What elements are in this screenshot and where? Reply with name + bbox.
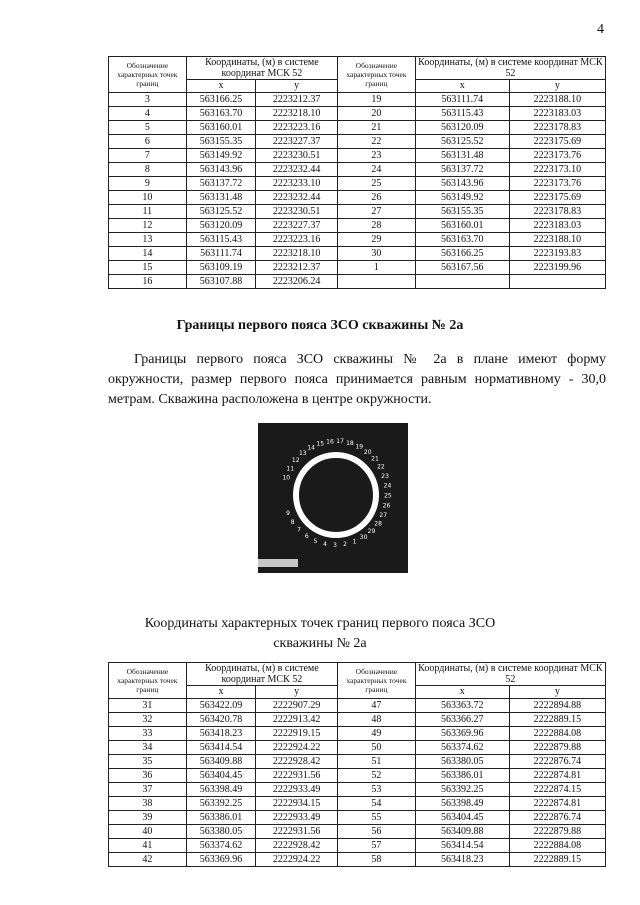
y-coordinate-cell: 2223199.96 [509, 261, 605, 275]
y-coordinate-cell: 2223173.76 [509, 149, 605, 163]
coordinate-system-header: Координаты, (м) в системе координат МСК 52 [415, 57, 605, 80]
point-id-cell: 6 [109, 135, 187, 149]
table-row [109, 741, 606, 755]
point-id-cell: 28 [338, 219, 416, 233]
x-coordinate-cell: 563107.88 [186, 275, 256, 289]
point-id-cell: 52 [338, 769, 416, 783]
x-coordinate-cell: 563369.96 [186, 853, 256, 867]
boundary-point-label: 1 [352, 538, 357, 546]
x-coordinate-cell: 563125.52 [186, 205, 256, 219]
y-coordinate-cell: 2223178.83 [509, 205, 605, 219]
y-coordinate-cell: 2222876.74 [509, 811, 605, 825]
y-coordinate-cell: 2222933.49 [256, 811, 338, 825]
x-coordinate-cell: 563137.72 [186, 177, 256, 191]
x-coordinate-cell: 563109.19 [186, 261, 256, 275]
x-coordinate-cell: 563111.74 [415, 93, 509, 107]
boundary-point-label: 22 [377, 463, 385, 471]
x-coordinate-cell: 563369.96 [415, 727, 509, 741]
boundary-point-label: 18 [346, 439, 354, 447]
y-coordinate-cell: 2222931.56 [256, 825, 338, 839]
point-id-cell: 20 [338, 107, 416, 121]
table-caption [0, 614, 640, 654]
table-caption-line2: скважины № 2а [273, 636, 367, 651]
y-header: y [256, 686, 338, 699]
x-coordinate-cell: 563143.96 [186, 163, 256, 177]
boundary-circle [296, 455, 376, 535]
point-id-cell: 27 [338, 205, 416, 219]
y-coordinate-cell: 2223175.69 [509, 135, 605, 149]
x-coordinate-cell: 563418.23 [186, 727, 256, 741]
x-coordinate-cell: 563163.70 [415, 233, 509, 247]
x-coordinate-cell: 563149.92 [186, 149, 256, 163]
point-id-cell: 5 [109, 121, 187, 135]
boundary-point-label: 14 [307, 444, 315, 452]
coordinates-table-1 [108, 56, 606, 289]
y-coordinate-cell: 2222876.74 [509, 755, 605, 769]
y-coordinate-cell: 2222928.42 [256, 755, 338, 769]
y-coordinate-cell: 2222907.29 [256, 699, 338, 713]
point-id-cell: 16 [109, 275, 187, 289]
y-coordinate-cell: 2222928.42 [256, 839, 338, 853]
boundary-point-label: 28 [374, 520, 382, 528]
boundary-point-label: 29 [367, 528, 376, 535]
x-coordinate-cell: 563363.72 [415, 699, 509, 713]
table-row [109, 121, 606, 135]
x-coordinate-cell: 563155.35 [186, 135, 256, 149]
y-coordinate-cell: 2222889.15 [509, 853, 605, 867]
x-coordinate-cell: 563392.25 [186, 797, 256, 811]
y-coordinate-cell: 2222874.81 [509, 797, 605, 811]
x-coordinate-cell: 563120.09 [186, 219, 256, 233]
y-coordinate-cell: 2223227.37 [256, 219, 338, 233]
y-coordinate-cell: 2222913.42 [256, 713, 338, 727]
body-paragraph: Границы первого пояса ЗСО скважины № 2а в плане имеют форму окружности, размер первого пояса принимается равным нормативному - 30,0 метрам. Скважина расположена в центре окружности. [108, 352, 606, 407]
x-coordinate-cell: 563418.23 [415, 853, 509, 867]
point-id-cell: 21 [338, 121, 416, 135]
boundary-point-label: 8 [290, 518, 295, 526]
x-coordinate-cell: 563386.01 [186, 811, 256, 825]
x-coordinate-cell: 563374.62 [186, 839, 256, 853]
point-id-cell: 48 [338, 713, 416, 727]
boundary-point-label: 23 [381, 472, 389, 480]
point-id-cell: 26 [338, 191, 416, 205]
y-header: y [256, 80, 338, 93]
y-coordinate-cell: 2222874.15 [509, 783, 605, 797]
y-coordinate-cell: 2223193.83 [509, 247, 605, 261]
y-coordinate-cell: 2223232.44 [256, 191, 338, 205]
x-coordinate-cell: 563115.43 [415, 107, 509, 121]
point-id-cell: 12 [109, 219, 187, 233]
table-row [109, 233, 606, 247]
point-id-cell: 15 [109, 261, 187, 275]
point-label-header: Обозначение характерных точек границ [338, 57, 416, 93]
point-id-cell: 51 [338, 755, 416, 769]
x-coordinate-cell: 563366.27 [415, 713, 509, 727]
point-id-cell: 9 [109, 177, 187, 191]
x-coordinate-cell: 563131.48 [415, 149, 509, 163]
point-id-cell: 10 [109, 191, 187, 205]
x-coordinate-cell: 563398.49 [415, 797, 509, 811]
boundary-point-label: 5 [313, 537, 318, 545]
point-id-cell: 23 [338, 149, 416, 163]
y-coordinate-cell: 2222874.81 [509, 769, 605, 783]
y-coordinate-cell: 2223173.10 [509, 163, 605, 177]
boundary-point-label: 13 [298, 450, 307, 457]
x-coordinate-cell: 563166.25 [186, 93, 256, 107]
point-id-cell: 39 [109, 811, 187, 825]
point-id-cell: 55 [338, 811, 416, 825]
point-id-cell: 50 [338, 741, 416, 755]
y-coordinate-cell: 2222933.49 [256, 783, 338, 797]
x-coordinate-cell: 563120.09 [415, 121, 509, 135]
table-row [109, 727, 606, 741]
y-coordinate-cell: 2222879.88 [509, 825, 605, 839]
point-id-cell: 57 [338, 839, 416, 853]
x-coordinate-cell: 563386.01 [415, 769, 509, 783]
x-coordinate-cell: 563414.54 [415, 839, 509, 853]
point-id-cell: 47 [338, 699, 416, 713]
point-id-cell: 22 [338, 135, 416, 149]
point-id-cell: 1 [338, 261, 416, 275]
boundary-point-label: 11 [286, 465, 295, 473]
table-row [109, 853, 606, 867]
point-id-cell: 32 [109, 713, 187, 727]
y-coordinate-cell: 2222934.15 [256, 797, 338, 811]
boundary-point-label: 25 [384, 492, 392, 500]
table-row [109, 93, 606, 107]
x-coordinate-cell: 563380.05 [186, 825, 256, 839]
point-id-cell: 40 [109, 825, 187, 839]
point-id-cell: 34 [109, 741, 187, 755]
point-id-cell: 30 [338, 247, 416, 261]
x-coordinate-cell: 563409.88 [415, 825, 509, 839]
point-id-cell: 54 [338, 797, 416, 811]
y-coordinate-cell: 2222924.22 [256, 853, 338, 867]
y-coordinate-cell: 2223230.51 [256, 149, 338, 163]
table-caption-line1: Координаты характерных точек границ первого пояса ЗСО [144, 616, 496, 631]
table-row [109, 135, 606, 149]
y-coordinate-cell: 2222919.15 [256, 727, 338, 741]
table-row [109, 783, 606, 797]
table-row [109, 163, 606, 177]
point-id-cell: 25 [338, 177, 416, 191]
point-id-cell: 8 [109, 163, 187, 177]
point-id-cell: 31 [109, 699, 187, 713]
point-id-cell: 58 [338, 853, 416, 867]
point-label-header: Обозначение характерных точек границ [109, 663, 187, 699]
x-coordinate-cell [415, 275, 509, 289]
boundary-point-label: 3 [333, 542, 337, 549]
coordinate-system-header: Координаты, (м) в системе координат МСК 52 [186, 663, 337, 686]
x-header: x [186, 686, 256, 699]
x-coordinate-cell: 563380.05 [415, 755, 509, 769]
x-header: x [415, 686, 509, 699]
y-coordinate-cell: 2223188.10 [509, 93, 605, 107]
point-id-cell: 13 [109, 233, 187, 247]
y-coordinate-cell: 2223218.10 [256, 247, 338, 261]
point-id-cell: 11 [109, 205, 187, 219]
boundary-point-label: 24 [383, 482, 392, 490]
coordinate-system-header: Координаты, (м) в системе координат МСК 52 [415, 663, 605, 686]
point-id-cell [338, 275, 416, 289]
x-coordinate-cell: 563374.62 [415, 741, 509, 755]
point-id-cell: 36 [109, 769, 187, 783]
boundary-point-label: 30 [359, 534, 368, 542]
y-coordinate-cell: 2223188.10 [509, 233, 605, 247]
x-coordinate-cell: 563392.25 [415, 783, 509, 797]
point-label-header: Обозначение характерных точек границ [338, 663, 416, 699]
y-coordinate-cell: 2223212.37 [256, 93, 338, 107]
table-row [109, 177, 606, 191]
point-id-cell: 53 [338, 783, 416, 797]
x-coordinate-cell: 563398.49 [186, 783, 256, 797]
y-coordinate-cell: 2223227.37 [256, 135, 338, 149]
x-coordinate-cell: 563137.72 [415, 163, 509, 177]
y-coordinate-cell: 2223178.83 [509, 121, 605, 135]
x-coordinate-cell: 563404.45 [186, 769, 256, 783]
table-row [109, 713, 606, 727]
boundary-point-label: 4 [323, 540, 328, 548]
point-id-cell: 24 [338, 163, 416, 177]
point-id-cell: 56 [338, 825, 416, 839]
table-row [109, 275, 606, 289]
y-coordinate-cell: 2223183.03 [509, 107, 605, 121]
x-coordinate-cell: 563155.35 [415, 205, 509, 219]
y-header: y [509, 80, 605, 93]
y-coordinate-cell: 2223230.51 [256, 205, 338, 219]
point-id-cell: 41 [109, 839, 187, 853]
boundary-point-label: 9 [286, 510, 290, 517]
x-coordinate-cell: 563414.54 [186, 741, 256, 755]
y-coordinate-cell: 2222884.08 [509, 839, 605, 853]
circle-svg [258, 423, 408, 573]
point-id-cell: 19 [338, 93, 416, 107]
point-id-cell: 4 [109, 107, 187, 121]
x-coordinate-cell: 563167.56 [415, 261, 509, 275]
boundary-circle-diagram [258, 423, 408, 573]
x-coordinate-cell: 563404.45 [415, 811, 509, 825]
boundary-point-label: 15 [316, 440, 325, 448]
page-number: 4 [597, 22, 604, 37]
x-coordinate-cell: 563163.70 [186, 107, 256, 121]
table-row [109, 769, 606, 783]
y-coordinate-cell [509, 275, 605, 289]
y-coordinate-cell: 2223232.44 [256, 163, 338, 177]
x-coordinate-cell: 563420.78 [186, 713, 256, 727]
y-coordinate-cell: 2223175.69 [509, 191, 605, 205]
x-coordinate-cell: 563409.88 [186, 755, 256, 769]
x-coordinate-cell: 563111.74 [186, 247, 256, 261]
point-id-cell: 35 [109, 755, 187, 769]
table-row [109, 191, 606, 205]
y-coordinate-cell: 2222924.22 [256, 741, 338, 755]
point-id-cell: 37 [109, 783, 187, 797]
y-coordinate-cell: 2222879.88 [509, 741, 605, 755]
x-coordinate-cell: 563131.48 [186, 191, 256, 205]
table-row [109, 261, 606, 275]
point-id-cell: 14 [109, 247, 187, 261]
y-coordinate-cell: 2223233.10 [256, 177, 338, 191]
table-row [109, 247, 606, 261]
x-coordinate-cell: 563125.52 [415, 135, 509, 149]
y-coordinate-cell: 2222931.56 [256, 769, 338, 783]
table-row [109, 107, 606, 121]
boundary-point-label: 6 [304, 533, 309, 540]
boundary-point-label: 19 [355, 443, 364, 451]
boundary-point-label: 2 [343, 541, 347, 549]
section-heading: Границы первого пояса ЗСО скважины № 2а [176, 318, 464, 333]
x-header: x [415, 80, 509, 93]
point-id-cell: 38 [109, 797, 187, 811]
table-row [109, 811, 606, 825]
table-row [109, 825, 606, 839]
boundary-point-label: 10 [282, 474, 291, 482]
boundary-point-label: 12 [291, 457, 300, 465]
y-coordinate-cell: 2222894.88 [509, 699, 605, 713]
x-coordinate-cell: 563149.92 [415, 191, 509, 205]
boundary-point-label: 20 [363, 448, 372, 456]
boundary-point-label: 26 [382, 502, 391, 510]
coordinates-table-2 [108, 662, 606, 867]
table-row [109, 219, 606, 233]
boundary-point-label: 27 [379, 511, 388, 519]
y-coordinate-cell: 2223218.10 [256, 107, 338, 121]
boundary-point-label: 7 [297, 526, 302, 534]
y-coordinate-cell: 2223223.16 [256, 233, 338, 247]
table-row [109, 149, 606, 163]
point-id-cell: 49 [338, 727, 416, 741]
boundary-point-label: 16 [326, 438, 334, 446]
table-row [109, 797, 606, 811]
boundary-point-label: 21 [371, 455, 379, 463]
point-id-cell: 42 [109, 853, 187, 867]
y-coordinate-cell: 2222889.15 [509, 713, 605, 727]
x-coordinate-cell: 563422.09 [186, 699, 256, 713]
y-coordinate-cell: 2223212.37 [256, 261, 338, 275]
x-header: x [186, 80, 256, 93]
scale-bar [258, 559, 298, 567]
y-coordinate-cell: 2223173.76 [509, 177, 605, 191]
coordinate-system-header: Координаты, (м) в системе координат МСК 52 [186, 57, 337, 80]
y-coordinate-cell: 2223223.16 [256, 121, 338, 135]
x-coordinate-cell: 563160.01 [186, 121, 256, 135]
point-id-cell: 3 [109, 93, 187, 107]
x-coordinate-cell: 563166.25 [415, 247, 509, 261]
table-row [109, 839, 606, 853]
y-coordinate-cell: 2223183.03 [509, 219, 605, 233]
x-coordinate-cell: 563160.01 [415, 219, 509, 233]
point-id-cell: 7 [109, 149, 187, 163]
y-coordinate-cell: 2223206.24 [256, 275, 338, 289]
table-row [109, 205, 606, 219]
y-header: y [509, 686, 605, 699]
x-coordinate-cell: 563143.96 [415, 177, 509, 191]
y-coordinate-cell: 2222884.08 [509, 727, 605, 741]
boundary-point-label: 17 [336, 438, 344, 446]
point-id-cell: 33 [109, 727, 187, 741]
point-label-header: Обозначение характерных точек границ [109, 57, 187, 93]
point-id-cell: 29 [338, 233, 416, 247]
x-coordinate-cell: 563115.43 [186, 233, 256, 247]
table-row [109, 755, 606, 769]
table-row [109, 699, 606, 713]
